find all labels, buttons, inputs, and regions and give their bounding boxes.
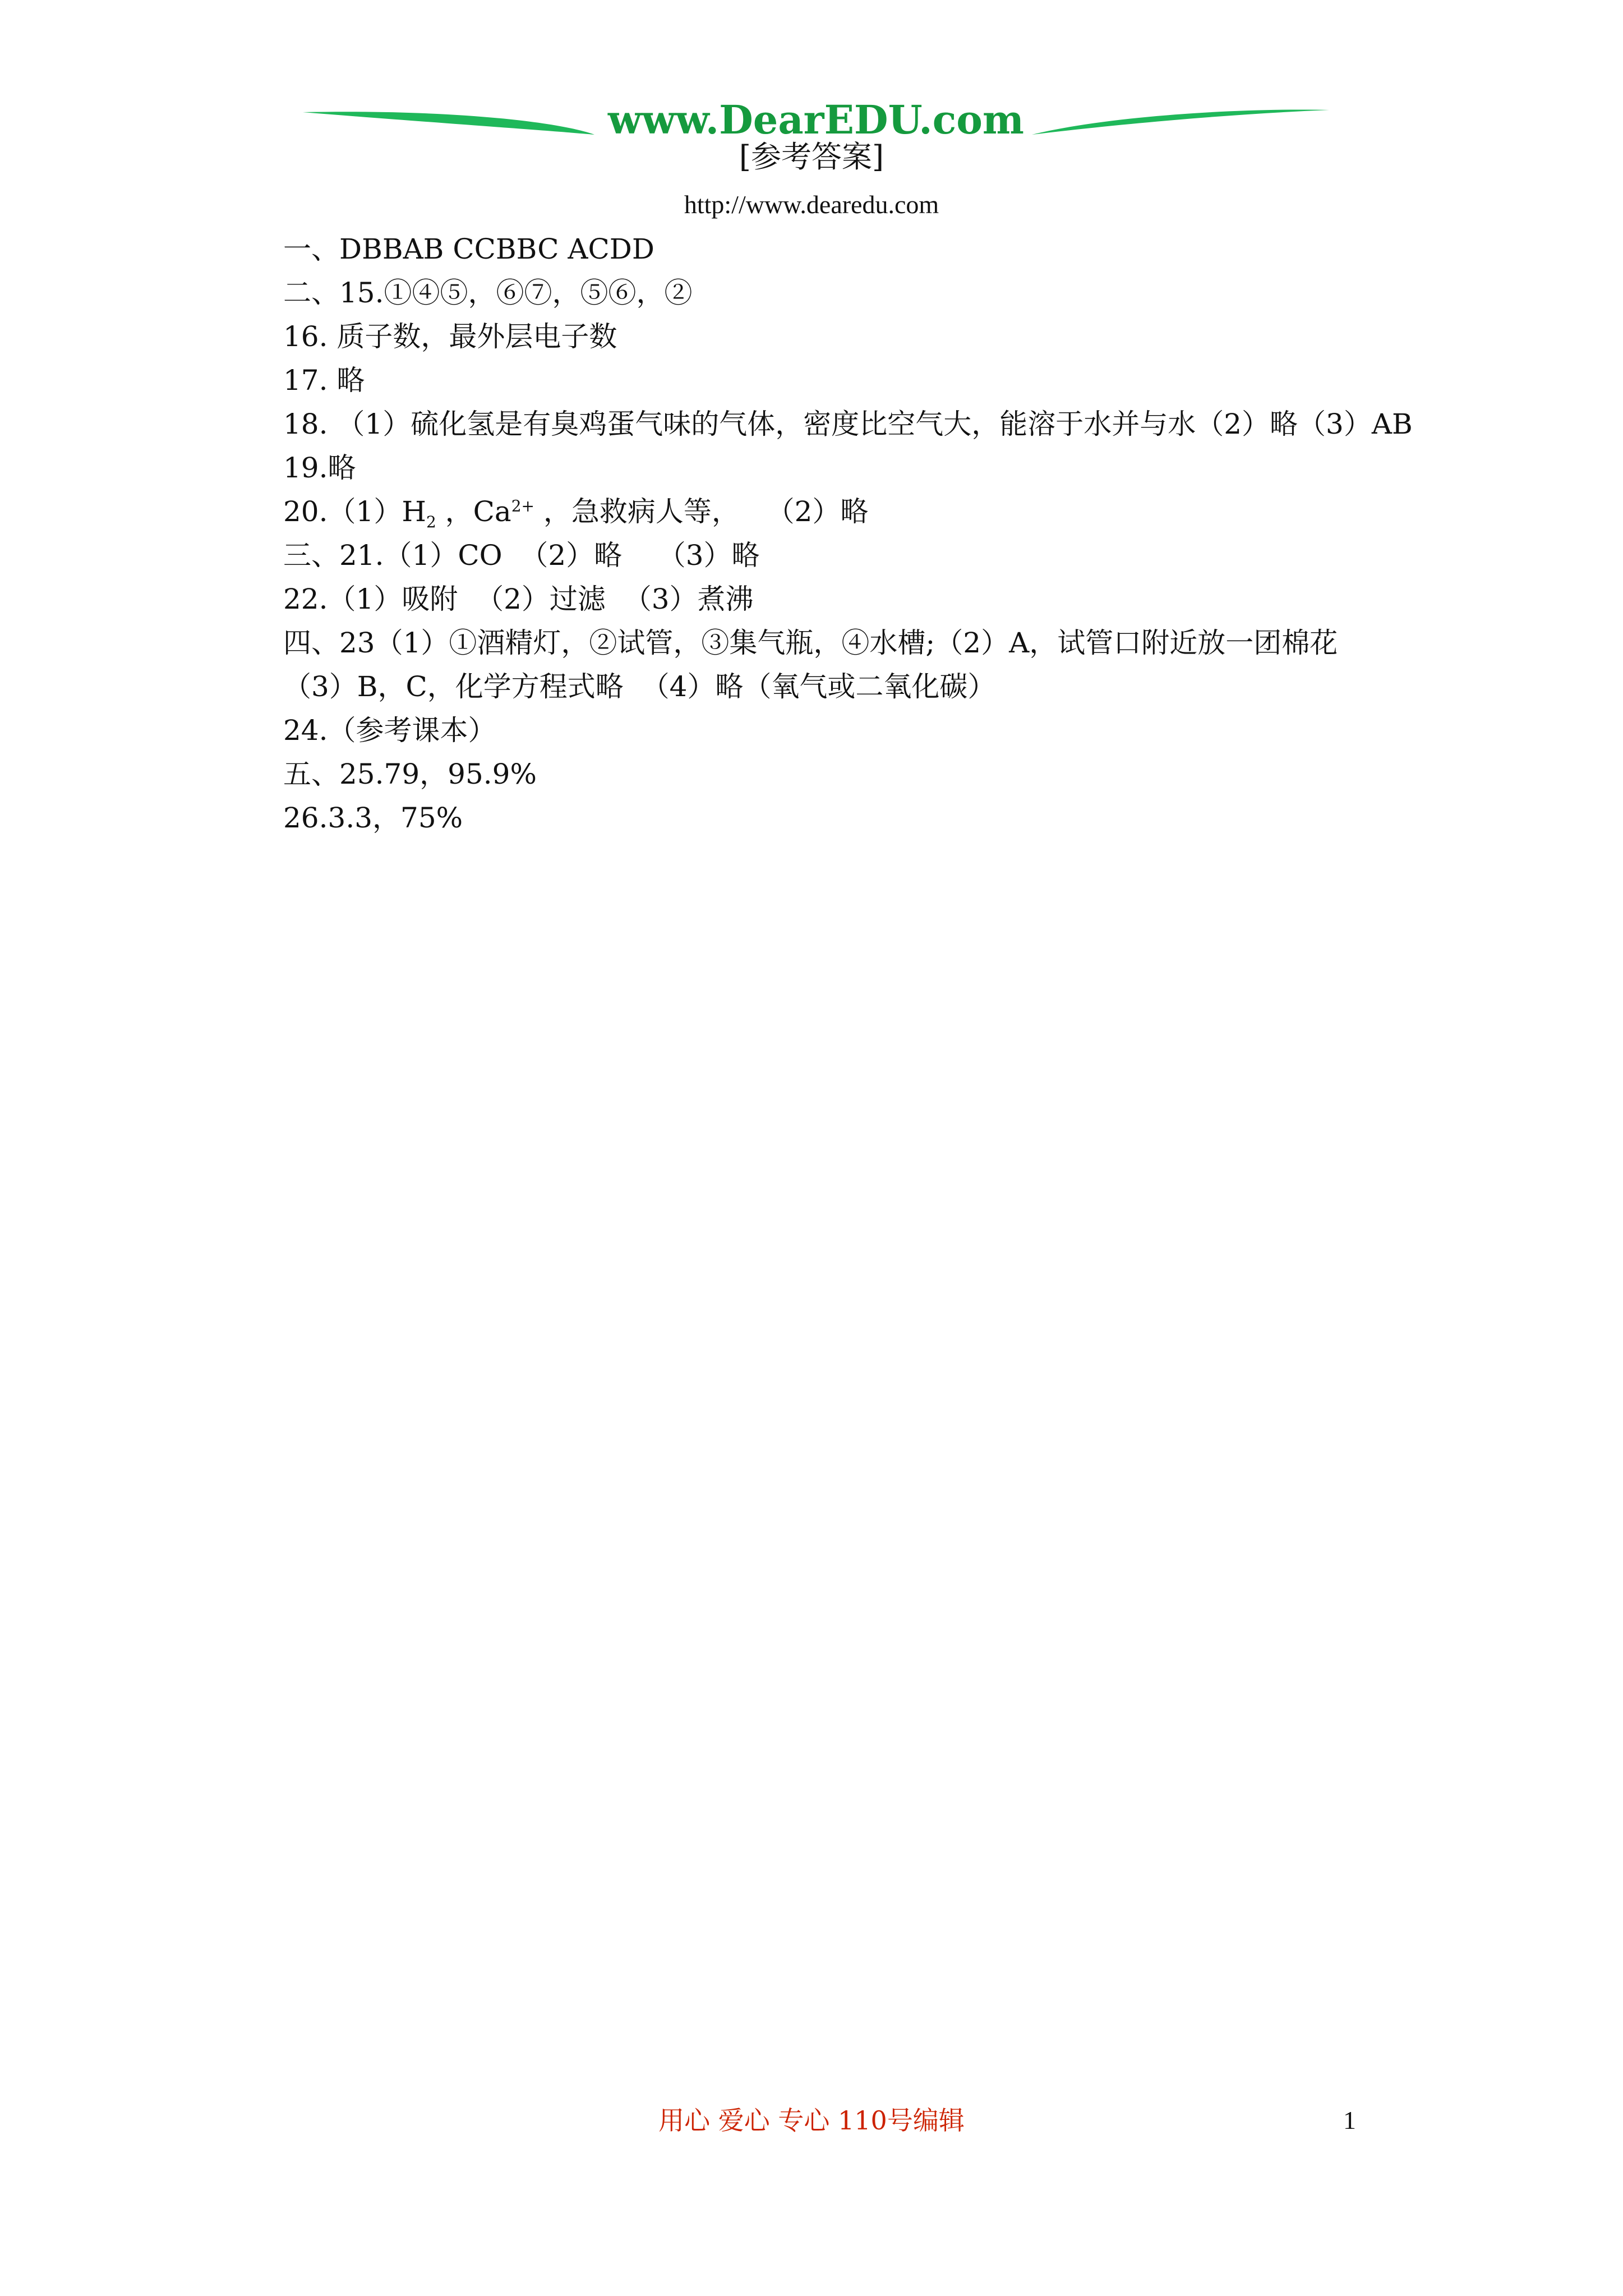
- answer-line: 26.3.3，75%: [283, 802, 463, 834]
- formula-superscript: 2+: [511, 496, 535, 516]
- answer-line: 三、21.（1）CO （2）略 （3）略: [283, 539, 760, 572]
- formula-pre: 20.（1）H: [283, 495, 426, 528]
- left-swoosh-icon: [303, 112, 594, 135]
- answer-line: 16. 质子数，最外层电子数: [283, 320, 617, 353]
- answer-line: 19.略: [283, 452, 356, 484]
- formula-post: ，急救病人等， （2）略: [534, 495, 869, 528]
- footer-editor-note: 用心 爱心 专心 110号编辑: [658, 2105, 965, 2136]
- page-number: 1: [1343, 2106, 1356, 2134]
- source-url: http://www.dearedu.com: [684, 190, 939, 219]
- right-swoosh-icon: [1032, 109, 1329, 135]
- formula-subscript: 2: [426, 513, 436, 531]
- answer-line: 17. 略: [283, 364, 365, 397]
- answer-line: 二、15.①④⑤，⑥⑦，⑤⑥，②: [283, 277, 693, 309]
- formula-mid: ，Ca: [436, 495, 511, 528]
- answer-line: 22.（1）吸附 （2）过滤 （3）煮沸: [283, 583, 754, 615]
- answer-list: [283, 227, 1461, 840]
- answer-line: 24.（参考课本）: [283, 714, 496, 747]
- page-title: [参考答案]: [739, 139, 884, 174]
- logo-text: www.DearEDU.com: [607, 96, 1025, 143]
- answer-line: 一、DBBAB CCBBC ACDD: [283, 233, 654, 265]
- answer-line: （3）B，C，化学方程式略 （4）略（氧气或二氧化碳）: [283, 670, 996, 703]
- answer-line: 18. （1）硫化氢是有臭鸡蛋气味的气体，密度比空气大，能溶于水并与水（2）略（3）AB: [283, 408, 1413, 440]
- answer-line-formula: [283, 490, 1461, 533]
- answer-line: 四、23（1）①酒精灯，②试管，③集气瓶，④水槽;（2）A，试管口附近放一团棉花: [283, 627, 1338, 659]
- answer-line: 五、25.79，95.9%: [283, 758, 537, 790]
